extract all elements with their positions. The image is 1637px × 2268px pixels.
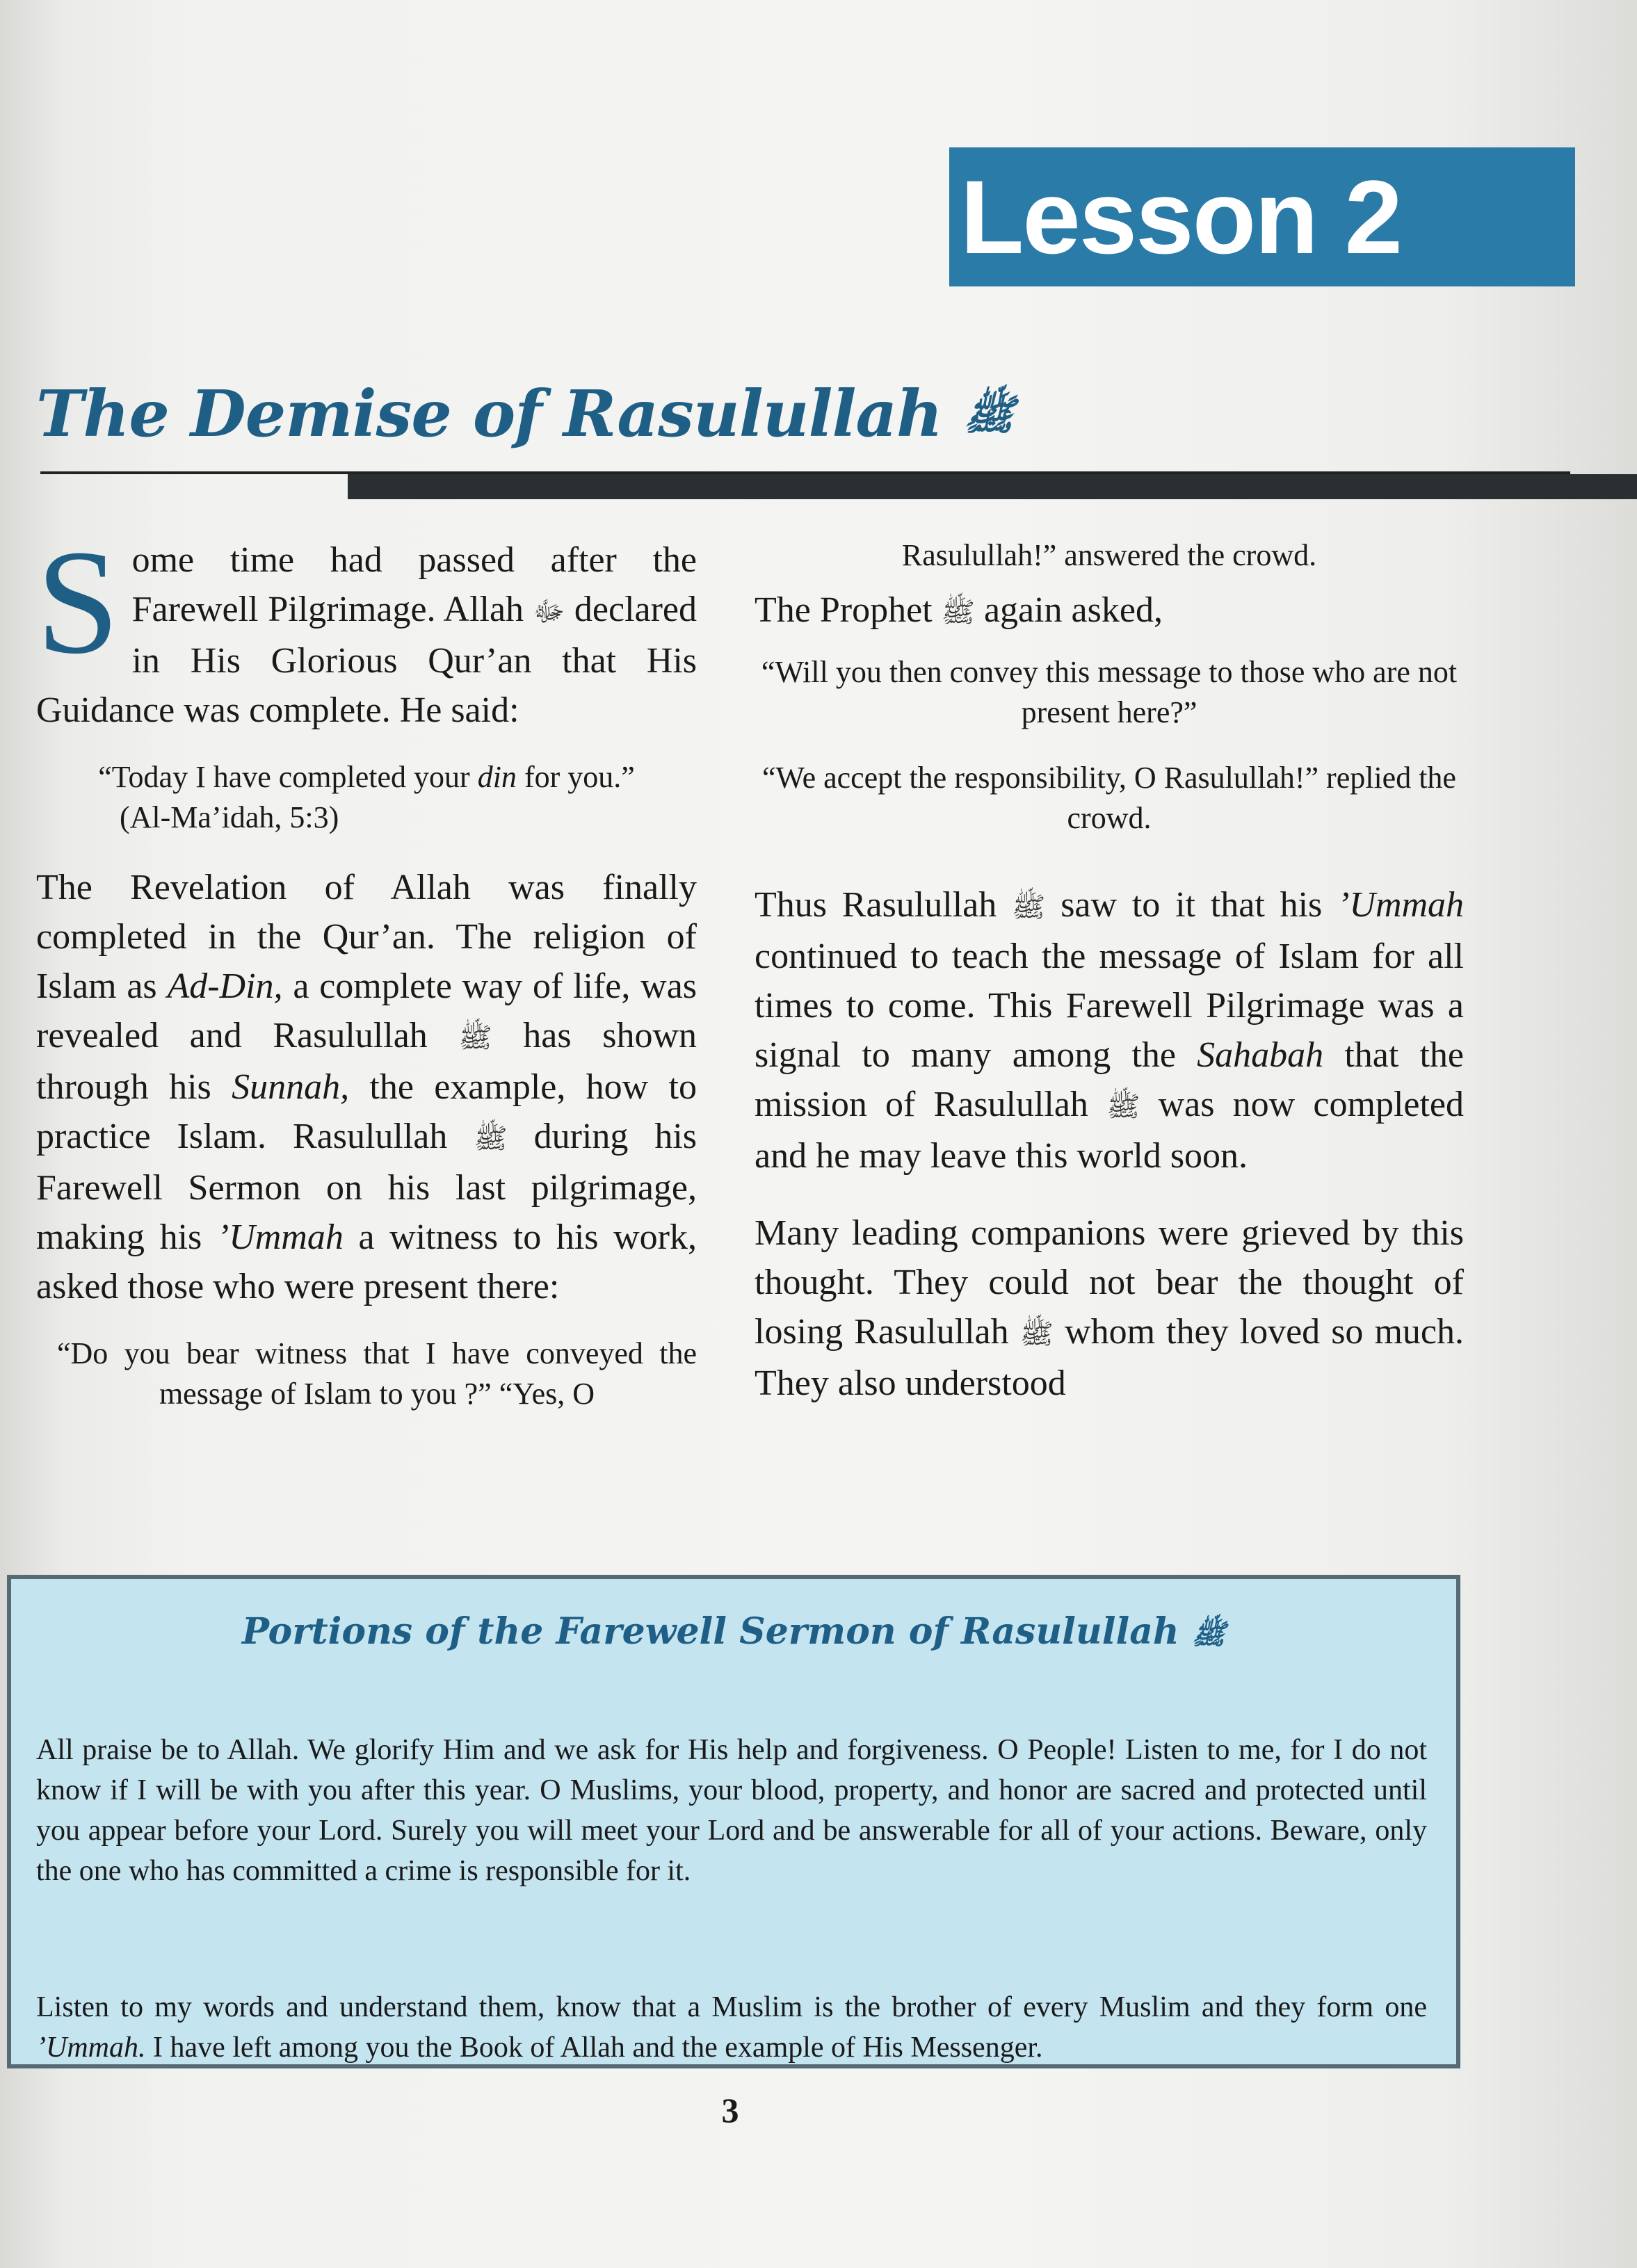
- lesson-label: Lesson 2: [960, 159, 1401, 275]
- para-italic: ’Ummah: [216, 1217, 344, 1257]
- para-italic: Sahabah: [1197, 1035, 1324, 1075]
- lesson-banner: [949, 147, 1575, 286]
- para-italic: Sunnah,: [232, 1067, 350, 1107]
- right-column: [755, 535, 1464, 1430]
- para-text: Thus Rasulullah: [755, 885, 997, 925]
- title-rule-bar: [348, 474, 1637, 499]
- para-text: Many leading companions were grieved by this thought. They could not bear the thought of losing Rasulullah: [755, 1213, 1464, 1352]
- crowd-answer: Rasulullah!” answered the crowd.: [901, 538, 1317, 572]
- para-italic: ’Ummah.: [36, 2032, 146, 2064]
- farewell-sermon-box: [7, 1575, 1460, 2068]
- prophet-asked-line: [755, 585, 1464, 637]
- para-italic: Ad-Din,: [167, 966, 283, 1006]
- convey-quote: “Will you then convey this message to those who are not present here?”: [761, 655, 1458, 729]
- para-italic: ’Ummah: [1337, 885, 1465, 925]
- salutation-icon: ﷺ: [941, 597, 975, 628]
- drop-cap: S: [36, 519, 120, 685]
- salutation-icon: ﷺ: [963, 391, 1015, 439]
- para-text: whom they loved so much. They also understood: [755, 1312, 1464, 1403]
- salutation-icon: ﷻ: [533, 596, 565, 627]
- salutation-icon: ﷺ: [458, 1022, 492, 1053]
- quote-italic: din: [477, 760, 517, 794]
- companions-paragraph: [755, 1208, 1464, 1408]
- quran-quote: [36, 757, 697, 838]
- quote-text-end: for you.”: [524, 760, 635, 794]
- para-text: a witness to his work, asked those who were present there:: [36, 1217, 697, 1306]
- quote-reference: (Al-Ma’idah, 5:3): [120, 800, 339, 834]
- page-title: [36, 362, 1015, 466]
- para-text: The Prophet: [755, 590, 933, 630]
- salutation-icon: ﷺ: [1012, 891, 1046, 923]
- sermon-paragraph: [36, 1987, 1427, 2068]
- responsibility-quote: “We accept the responsibility, O Rasulullah!” replied the crowd.: [762, 761, 1456, 835]
- page-number: 3: [721, 2091, 739, 2130]
- para-text: again asked,: [983, 590, 1163, 630]
- para-text: during his Farewell Sermon on his last pilgrimage, making his: [36, 1117, 697, 1257]
- para-text: the example, how to practice Islam. Rasulullah: [36, 1067, 697, 1156]
- para-text: Listen to my words and understand them, know that a Muslim is the brother of every Muslim and they form one: [36, 1991, 1427, 2023]
- intro-text: ome time had passed after the Farewell Pilgrimage. Allah: [131, 540, 697, 629]
- para-text: a complete way of life, was revealed and Rasulullah: [36, 966, 697, 1055]
- salutation-icon: ﷺ: [474, 1123, 508, 1154]
- para-text: was now completed and he may leave this world soon.: [755, 1085, 1464, 1176]
- intro-paragraph: [36, 519, 697, 735]
- sermon-paragraph: All praise be to Allah. We glorify Him and we ask for His help and forgiveness. O People! Listen to me, for I do not know if I will be with you after this year. O Muslims, your blood, property, and honor are sacred and protected until you appear before your Lord. Surely you will meet your Lord and be answerable for all of your actions. Beware, only the one who has committed a crime is responsible for it.: [36, 1734, 1427, 1887]
- left-column: [36, 519, 697, 1439]
- page-title-text: The Demise of Rasulullah: [36, 376, 942, 451]
- intro-text-tail: declared in His Glorious Qur’an that His Guidance was complete. He said:: [36, 590, 697, 730]
- para-text: The Revelation of Allah was finally completed in the Qur’an. The religion of Islam as: [36, 868, 697, 1006]
- witness-quote: “Do you bear witness that I have conveyed the message of Islam to you ?” “Yes, O: [57, 1336, 697, 1411]
- salutation-icon: ﷺ: [1019, 1318, 1054, 1350]
- para-text: continued to teach the message of Islam for all times to come. This Farewell Pilgrimage was a signal to many among the: [755, 937, 1464, 1075]
- salutation-icon: ﷺ: [1191, 1618, 1226, 1651]
- para-text: I have left among you the Book of Allah and the example of His Messenger.: [152, 2032, 1043, 2064]
- salutation-icon: ﷺ: [1106, 1091, 1140, 1122]
- para-text: has shown through his: [36, 1016, 697, 1107]
- para-text: that the mission of Rasulullah: [755, 1035, 1465, 1124]
- revelation-paragraph: [36, 863, 697, 1311]
- para-text: saw to it that his: [1061, 885, 1323, 925]
- sermon-title-text: Portions of the Farewell Sermon of Rasulullah: [241, 1610, 1179, 1653]
- pilgrimage-signal-paragraph: [755, 880, 1464, 1181]
- sermon-box-title: [11, 1610, 1456, 1658]
- quote-text: “Today I have completed your: [98, 760, 470, 794]
